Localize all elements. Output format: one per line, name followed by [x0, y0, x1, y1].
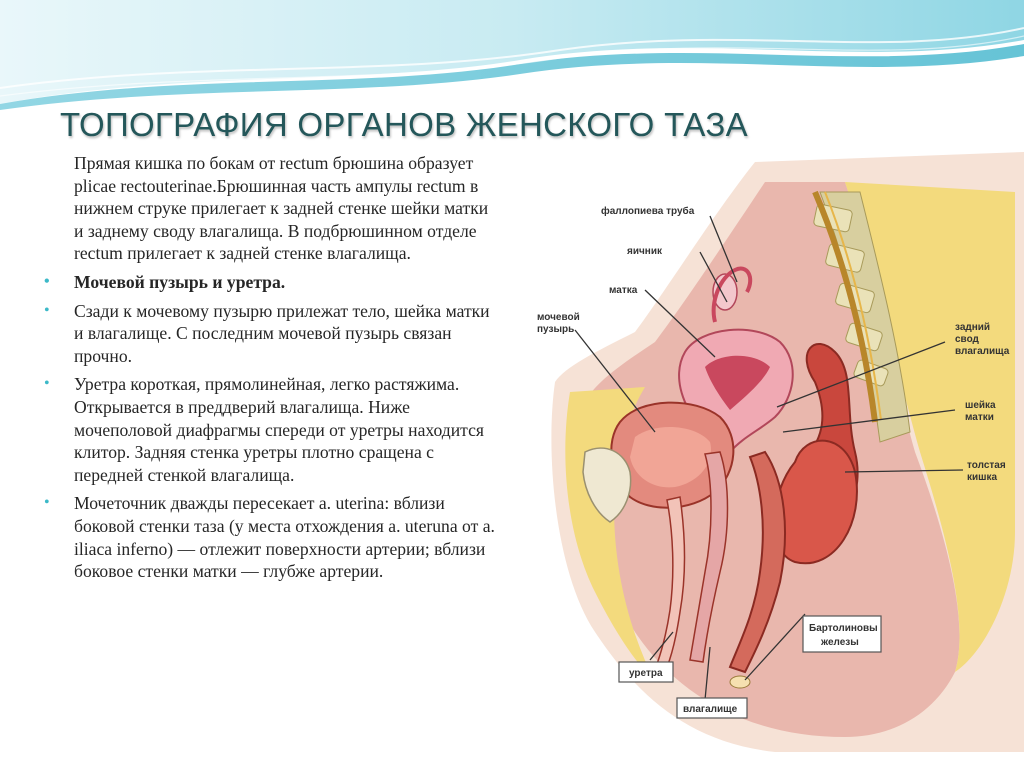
label-bladder-line2: пузырь — [537, 324, 575, 335]
label-fallopian-tube: фаллопиева труба — [601, 206, 695, 217]
label-cervix-line2: матки — [965, 412, 994, 423]
label-bartholin-line1: Бартолиновы — [809, 623, 878, 634]
label-bartholin-line2: железы — [821, 637, 859, 648]
text-body — [44, 152, 499, 589]
slide-title: ТОПОГРАФИЯ ОРГАНОВ ЖЕНСКОГО ТАЗА — [60, 106, 748, 143]
bullet-list — [44, 271, 499, 583]
label-urethra: уретра — [629, 668, 663, 679]
intro-paragraph: Прямая кишка по бокам от rectum брюшина образует plicae rectouterinae.Брюшинная часть ампулы rectum в нижнем струке прилегает к задней стенке шейки матки и заднему своду влагалища. В подбрюшинном отделе rectum прилегает к задней стенке влагалища. — [74, 153, 489, 264]
bullet-item: • Мочевой пузырь и уретра. — [44, 271, 499, 294]
label-colon-line2: кишка — [967, 472, 998, 483]
header-wave-decoration — [0, 0, 1024, 120]
label-posterior-fornix-line2: свод — [955, 334, 979, 345]
label-bladder-line1: мочевой — [537, 312, 580, 323]
label-colon-line1: толстая — [967, 460, 1006, 471]
bullet-item: • Мочеточник дважды пересекает a. uterina: вблизи боковой стенки таза (у места отхождения a. uteruna от a. iliaca inferno) — отлежит поверхности артерии; вблизи боковое стенки матки — глубже артерии. — [44, 492, 499, 582]
pelvis-anatomy-illustration — [515, 152, 1024, 752]
label-ovary: яичник — [627, 246, 662, 257]
label-posterior-fornix-line3: влагалища — [955, 346, 1010, 357]
bullet-item: • Сзади к мочевому пузырю прилежат тело, шейка матки и влагалище. С последним мочевой пузырь связан прочно. — [44, 300, 499, 368]
label-posterior-fornix-line1: задний — [955, 322, 991, 333]
label-cervix-line1: шейка — [965, 400, 996, 411]
label-vagina: влагалище — [683, 704, 738, 715]
bullet-item: • Уретра короткая, прямолинейная, легко растяжима. Открывается в преддверий влагалища. Ниже мочеполовой диафрагмы спереди от уретры находится клитор. Задняя стенка уретры плотно сращена с передней стенкой влагалища. — [44, 373, 499, 486]
label-uterus: матка — [609, 285, 638, 296]
